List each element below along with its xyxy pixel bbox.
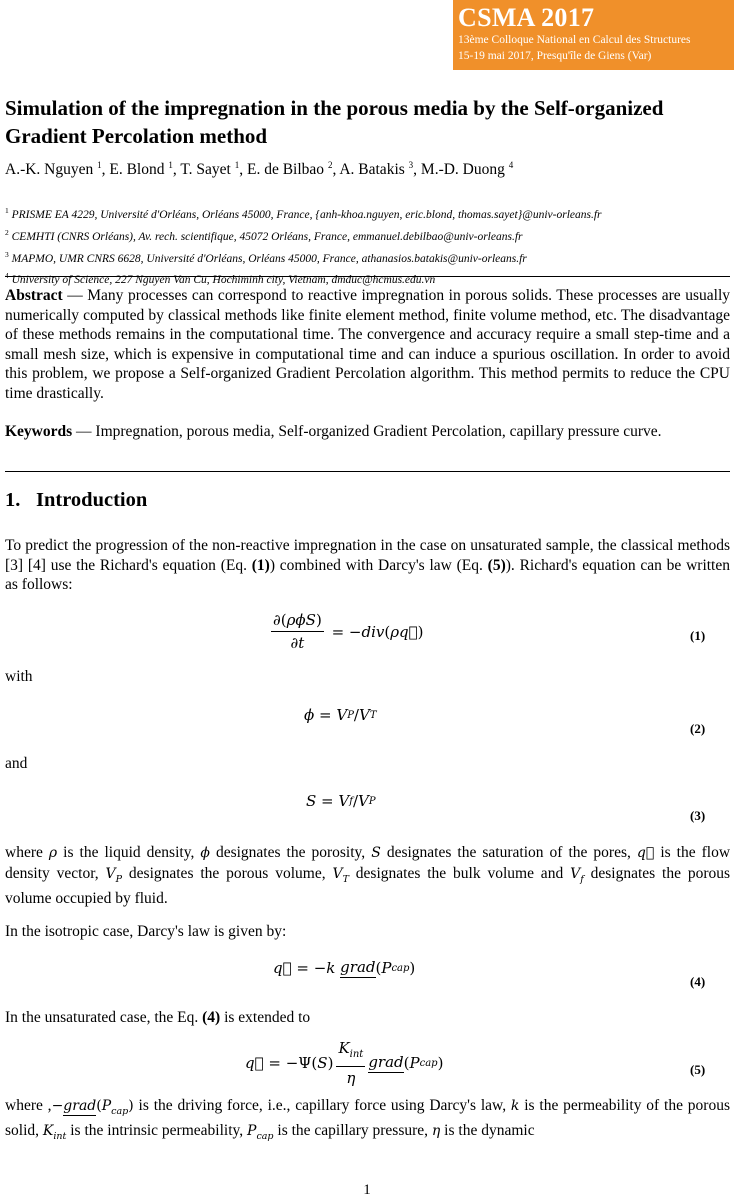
page-number: 1 (363, 1182, 371, 1198)
section-title: Introduction (36, 489, 148, 511)
equation-ref: (1) (251, 556, 270, 574)
conference-subtitle: 13ème Colloque National en Calcul des Structures (458, 34, 691, 46)
keywords-text: Impregnation, porous media, Self-organized Gradient Percolation, capillary pressure curve. (95, 423, 662, 440)
section-heading (5, 489, 147, 512)
author-list: A.-K. Nguyen $^1$, E. Blond $^1$, T. Sayet $^1$, E. de Bilbao $^2$, A. Batakis $^3$, M.-D. Duong $^4$ (5, 160, 514, 179)
conference-title: CSMA 2017 (458, 3, 595, 32)
closing-paragraph: where $,-grad(P_{cap})$ is the driving force, i.e., capillary force using Darcy's law, k is the permeability of the porous solid, $K_{int}$ is the intrinsic permeability, $P_{cap}$ is the capillary pressure, η is the dynamic (5, 1097, 730, 1143)
author-affiliation-mark: 3 (408, 160, 414, 170)
author-name: T. Sayet (180, 161, 231, 179)
conference-dates: 15-19 mai 2017, Presqu'île de Giens (Var) (458, 50, 652, 62)
affiliation: $^1$ PRISME EA 4229, Université d'Orléans, Orléans 45000, France, {anh-khoa.nguyen, eric.blond, thomas.sayet}@univ-orleans.fr (5, 206, 602, 221)
equation-number: (1) (690, 628, 706, 643)
divider (5, 276, 730, 277)
definitions-paragraph: where ρ is the liquid density, ϕ designates the porosity, S designates the saturation of the pores, q⃗ is the flow density vector, $V_P$ designates the porous volume, $V_T$ designates the bulk volume and $V_f$ designates the porous volume occupied by fluid. (5, 844, 731, 907)
equation-1: $\frac{\text{∂(ρϕS)}}{\partial t}$ = − div ( ρq⃗ ) (273, 611, 424, 652)
author-name: A.-K. Nguyen (5, 161, 94, 179)
equation-5: q⃗ = −Ψ( S ) $\frac{K_{int}}{\eta}$ grad ( P cap ) (245, 1039, 444, 1087)
author-affiliation-mark: 4 (508, 160, 514, 170)
conference-badge (453, 0, 734, 70)
author-name: M.-D. Duong (420, 161, 505, 179)
affiliation: $^4$ University of Science, 227 Nguyen Van Cu, Hochiminh city, Vietnam, dmduc@hcmus.edu.vn (5, 271, 436, 287)
author-affiliation-mark: 1 (168, 160, 173, 170)
author-name: E. de Bilbao (247, 161, 325, 179)
equation-number: (3) (690, 808, 706, 823)
equation-number: (2) (690, 721, 706, 736)
keywords-label: Keywords (5, 423, 73, 440)
abstract: Abstract — Many processes can correspond to reactive impregnation in porous solids. These processes are usually numerically computed by classical methods like finite element method, finite volume method, etc. The disadvantage of these methods remains in the computational time. The convergence and accuracy require a small step-time and a small mesh size, which is expensive in computational time and can induce a spurious oscillation. In order to avoid this problem, we propose a Self-organized Gradient Percolation algorithm. This method permits to reduce the CPU time drastically. (5, 287, 730, 402)
paper-title: Simulation of the impregnation in the porous media by the Self-organized Gradient Percolation method (5, 96, 664, 148)
affiliation: $^3$ MAPMO, UMR CNRS 6628, Université d'Orléans, Orléans 45000, France, athanasios.batakis@univ-orleans.fr (5, 249, 527, 265)
equation-3: S = V f / V P (306, 792, 376, 810)
unsaturated-paragraph: In the unsaturated case, the Eq. (4) is extended to (5, 1009, 311, 1026)
isotropic-paragraph: In the isotropic case, Darcy's law is given by: (5, 923, 287, 940)
divider (5, 471, 730, 472)
affiliation: $^2$ CEMHTI (CNRS Orléans), Av. rech. scientifique, 45072 Orléans, France, emmanuel.debilbao@univ-orleans.fr (5, 227, 523, 243)
author-affiliation-mark: 2 (327, 160, 333, 170)
equation-ref: (5) (487, 556, 506, 574)
equation-number: (4) (690, 974, 706, 989)
author-name: E. Blond (109, 161, 165, 179)
text-and: and (5, 755, 28, 772)
text-with: with (5, 668, 33, 685)
abstract-label: Abstract (5, 287, 63, 304)
affiliation-email: dmduc@hcmus.edu.vn (331, 274, 436, 287)
equation-4: q⃗ = − k grad ( P cap ) (273, 958, 416, 977)
author-affiliation-mark: 1 (234, 160, 240, 170)
author-name: A. Batakis (339, 161, 405, 179)
keywords: Keywords — Impregnation, porous media, Self-organized Gradient Percolation, capillary pressure curve. (5, 423, 662, 440)
author-affiliation-mark: 1 (97, 160, 102, 170)
equation-number: (5) (690, 1062, 706, 1077)
abstract-text: Many processes can correspond to reactive impregnation in porous solids. These processes are usually numerically computed by classical methods like finite element method, finite volume method, etc. The disadvantage of these methods remains in the computational time. The convergence and accuracy require a small step-time and a small mesh size, which is expensive in computational time and can induce a spurious oscillation. In order to avoid this problem, we propose a Self-organized Gradient Percolation algorithm. This method permits to reduce the CPU time drastically. (5, 287, 730, 402)
intro-paragraph: To predict the progression of the non-reactive impregnation in the case on unsaturated sample, the classical methods [3] [4] use the Richard's equation (Eq. (1)) combined with Darcy's law (Eq. (5)). Richard's equation can be written as follows: (5, 537, 730, 593)
equation-ref: (4) (202, 1009, 221, 1026)
section-number: 1. (5, 489, 21, 511)
equation-2: ϕ = V P / V T (304, 706, 377, 724)
